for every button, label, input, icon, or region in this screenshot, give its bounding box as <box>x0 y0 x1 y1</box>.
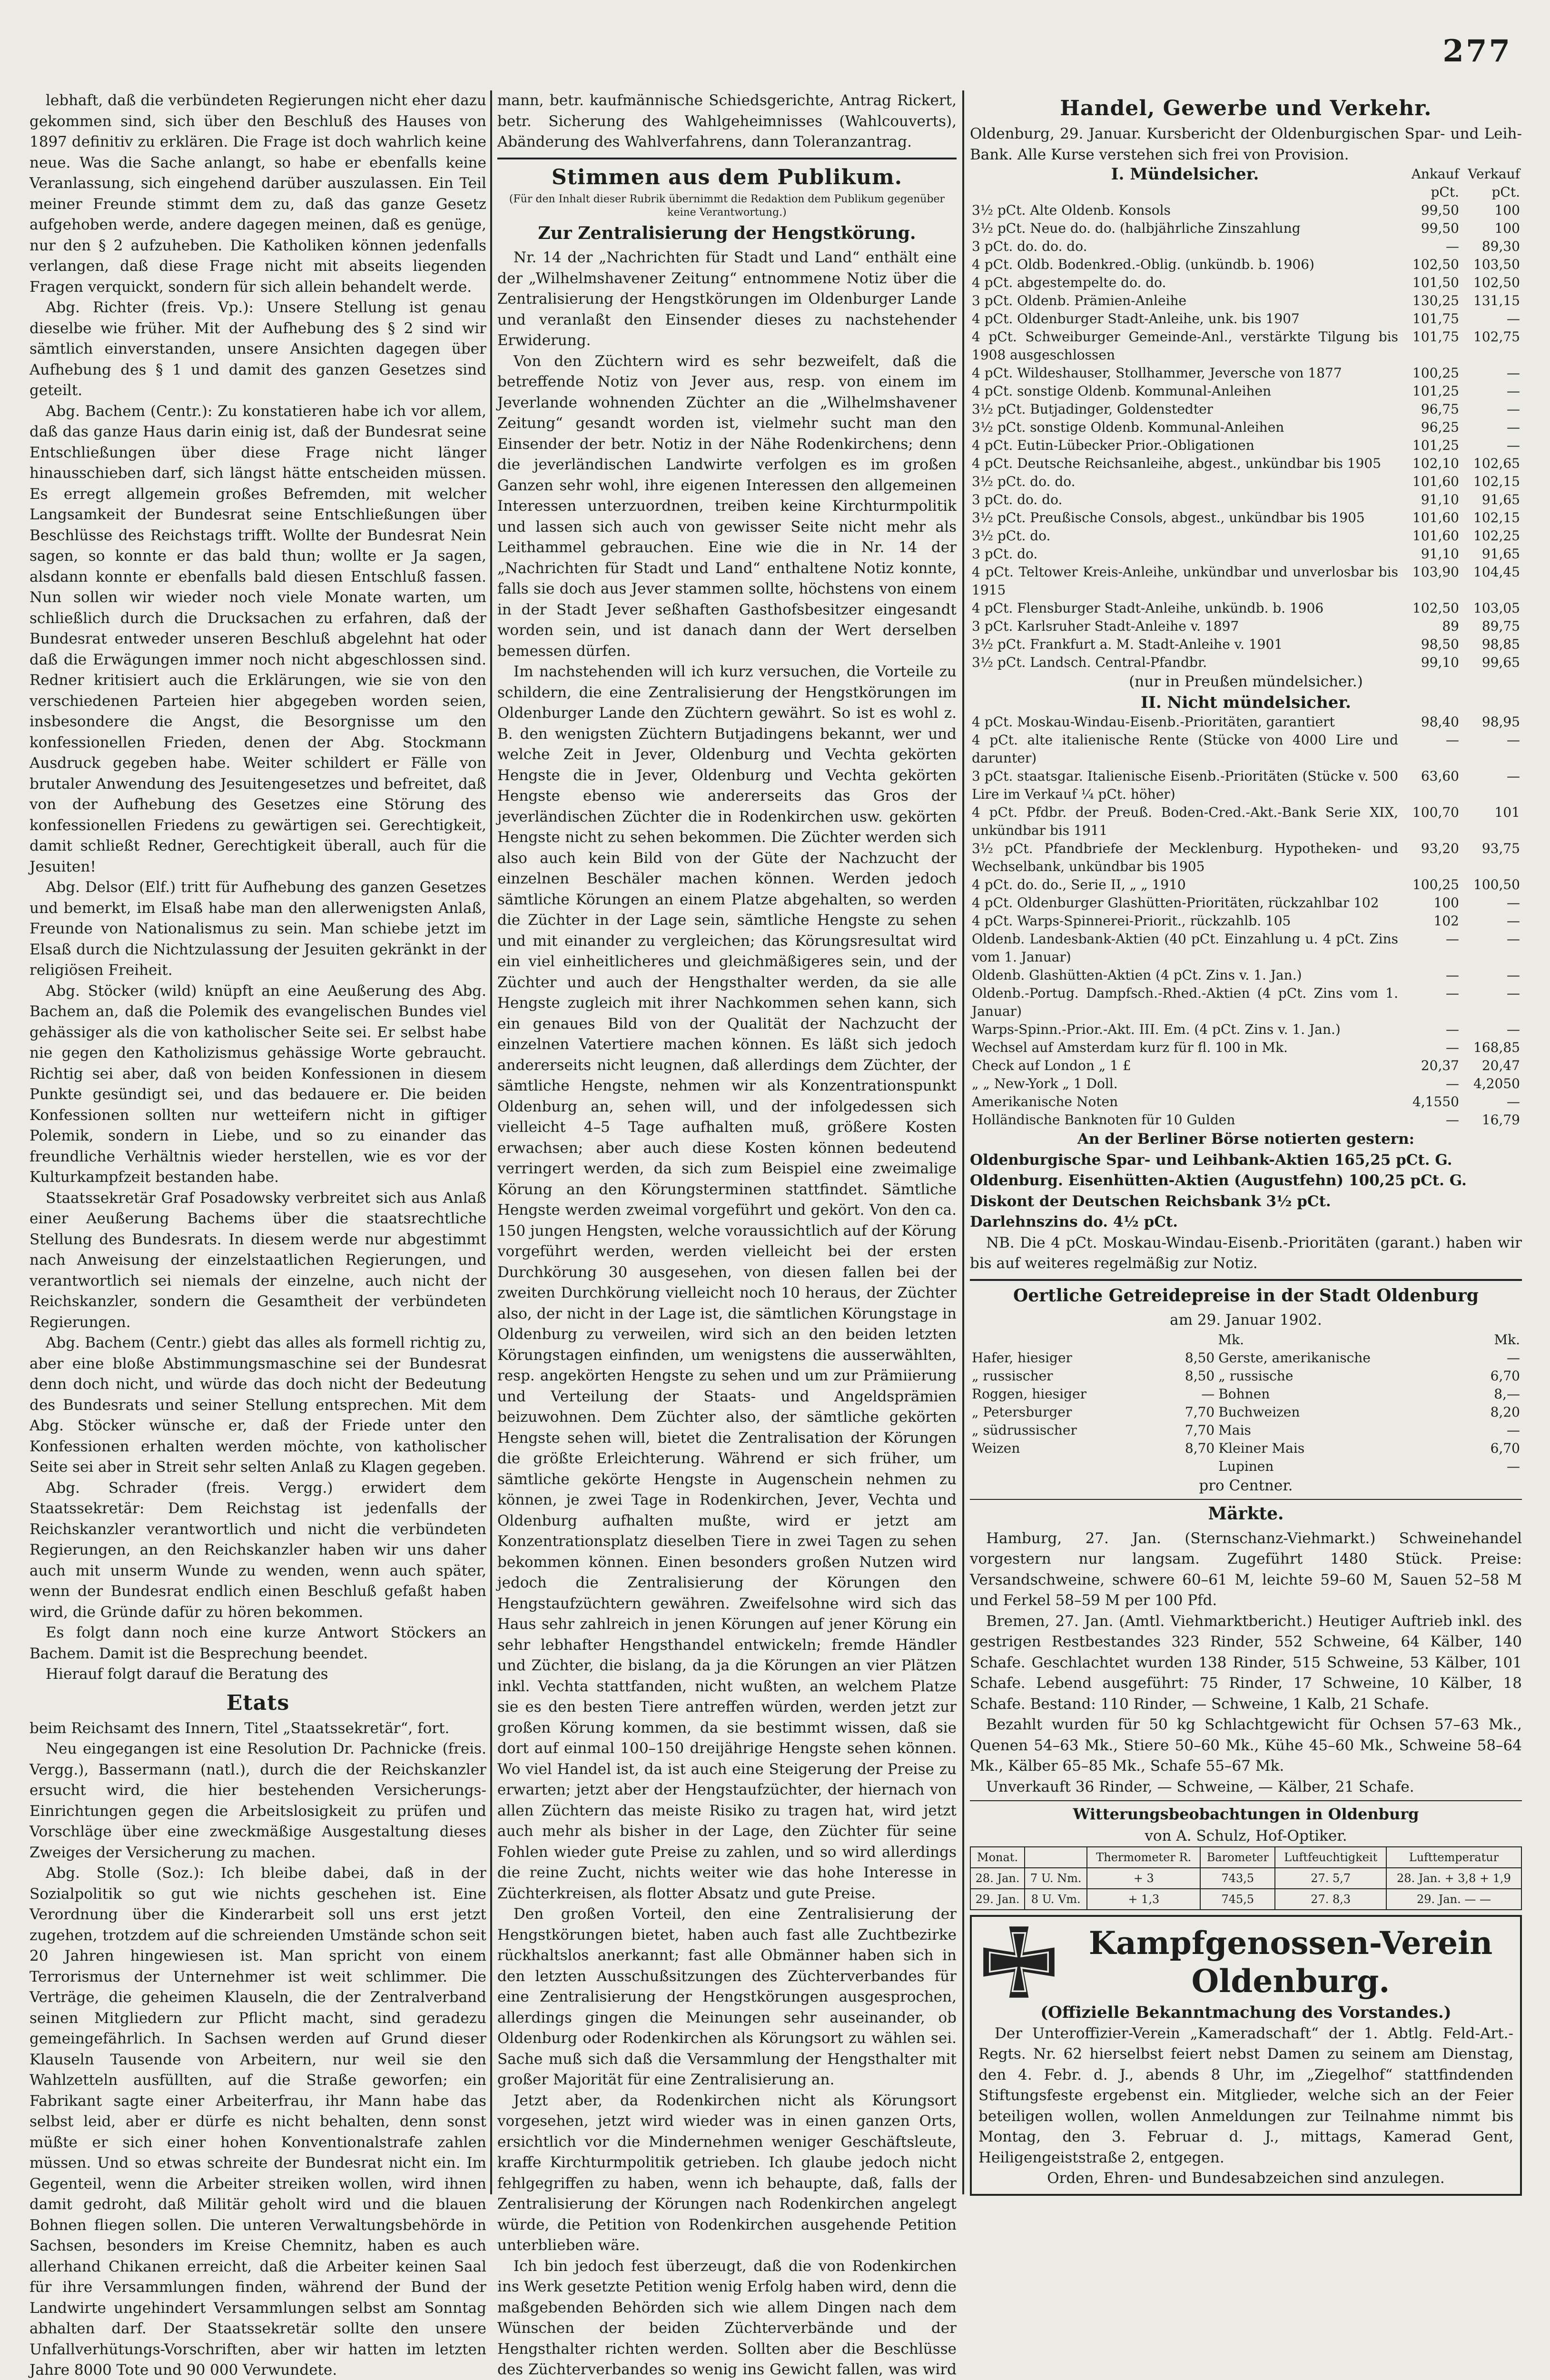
table-row <box>970 713 1522 731</box>
commerce-title: Handel, Gewerbe und Verkehr. <box>970 95 1522 122</box>
market-report: Unverkauft 36 Rinder, — Schweine, — Kälber, 21 Schafe. <box>970 1777 1522 1798</box>
table-row <box>970 1868 1521 1889</box>
grain-price: — <box>1461 1421 1522 1439</box>
ankauf-value: — <box>1400 984 1461 1021</box>
ankauf-value: — <box>1400 1111 1461 1129</box>
ankauf-value: 89 <box>1400 617 1461 635</box>
table-row <box>970 966 1522 984</box>
weather-rule <box>970 1800 1522 1801</box>
club-subtitle: (Offizielle Bekanntmachung des Vorstandes.) <box>978 2003 1513 2023</box>
paragraph: Ich bin jedoch fest überzeugt, daß die von Rodenkirchen ins Werk gesetzte Petition wenig Erfolg haben wird, denn die maßgebenden Behörden sich wie allem Dingen nach dem Wünschen der beiden Züchterverbände und der Hengsthalter richten werden. Sollten aber die Beschlüsse des Züchterverbandes so wenig ins Gewicht fallen, was wird <box>497 2256 957 2380</box>
table-cell: 8 U. Vm. <box>1025 1889 1087 1910</box>
market-report: Bezahlt wurden für 50 kg Schlachtgewicht für Ochsen 57–63 Mk., Quenen 54–63 Mk., Stiere 50–60 Mk., Kühe 45–60 Mk., Schweine 58–64 Mk., Kälber 65–85 Mk., Schafe 55–67 Mk. <box>970 1715 1522 1777</box>
club-announcement: Der Unteroffizier-Verein „Kameradschaft“ der 1. Abtlg. Feld-Art.-Regts. Nr. 62 hierselbst feiert nebst Damen zu seinem am Dienstag, den 4. Febr. d. J., abends 8 Uhr, im „Ziegelhof“ stattfindenden Stiftungsfeste ergebenst ein. Mitglieder, welche sich an der Feier beteiligen wollen, wollen Anmeldungen zur Teilnahme nimmt bis Montag, den 3. Februar d. J., mittags, Kamerad Gent, Heiligengeiststraße 2, entgegen. <box>978 2023 1513 2169</box>
ankauf-value: 101,50 <box>1400 274 1461 292</box>
verkauf-value: — <box>1461 984 1522 1021</box>
ankauf-value: 100,25 <box>1400 364 1461 382</box>
ankauf-value: 96,75 <box>1400 400 1461 418</box>
table-row <box>970 509 1522 527</box>
verkauf-value: — <box>1461 731 1522 767</box>
ankauf-value: — <box>1400 1039 1461 1057</box>
table-row <box>970 731 1522 767</box>
table-cell: 27. 5,7 <box>1275 1868 1386 1889</box>
table-row <box>970 455 1522 473</box>
ankauf-value: 103,90 <box>1400 563 1461 599</box>
verkauf-value: — <box>1461 966 1522 984</box>
verkauf-value: 20,47 <box>1461 1057 1522 1075</box>
grain-unit-left: Mk. <box>1185 1331 1246 1349</box>
grain-date: am 29. Januar 1902. <box>970 1310 1522 1331</box>
grain-name: Buchweizen <box>1216 1403 1461 1421</box>
grain-price: — <box>1155 1385 1216 1403</box>
bond-name: Check auf London „ 1 £ <box>970 1057 1400 1075</box>
ankauf-value: 101,60 <box>1400 509 1461 527</box>
table-row <box>970 654 1522 672</box>
ankauf-value: — <box>1400 731 1461 767</box>
ankauf-value: 101,60 <box>1400 527 1461 545</box>
table-row <box>970 1075 1522 1093</box>
verkauf-value: 104,45 <box>1461 563 1522 599</box>
table-cell: 29. Jan. — — <box>1386 1889 1521 1910</box>
paragraph: lebhaft, daß die verbündeten Regierungen nicht eher dazu gekommen sind, sich über den Beschluß des Hauses von 1897 definitiv zu erklären. Die Frage ist doch wahrlich keine neue. Was die Sache anlangt, so habe er ebenfalls keine Veranlassung, sich eingehend darüber auszulassen. Ein Teil meiner Freunde stimmt dem zu, daß das ganze Gesetz aufgehoben werde, andere dagegen meinen, daß es genüge, nur den § 2 aufzuheben. Die Katholiken können jedenfalls verlangen, daß diese Frage nicht mit abseits liegenden Fragen verquickt, sondern für sich allein behandelt werde. <box>30 90 486 298</box>
grain-price: 8,50 <box>1155 1349 1216 1367</box>
berlin-line-1: Oldenburgische Spar- und Leihbank-Aktien 165,25 pCt. G. <box>970 1150 1522 1171</box>
darlehn-line: Darlehnszins do. 4½ pCt. <box>970 1212 1522 1233</box>
paragraph: Nr. 14 der „Nachrichten für Stadt und Land“ enthält eine der „Wilhelmshavener Zeitung“ entnommene Notiz über die Zentralisierung der Hengstkörungen im Oldenburger Lande und veranlaßt den Einsender dieses zu nachstehender Erwiderung. <box>497 248 957 351</box>
grain-title: Oertliche Getreidepreise in der Stadt Oldenburg <box>970 1286 1522 1307</box>
section-nicht-muendelsicher: II. Nicht mündelsicher. <box>970 693 1522 714</box>
grain-price: 6,70 <box>1461 1367 1522 1385</box>
verkauf-value: 102,50 <box>1461 274 1522 292</box>
verkauf-value: — <box>1461 1093 1522 1111</box>
bond-name: 4 pCt. Schweiburger Gemeinde-Anl., verstärkte Tilgung bis 1908 ausgeschlossen <box>970 328 1400 364</box>
continued-intro: mann, betr. kaufmännische Schiedsgerichte, Antrag Rickert, betr. Sicherung des Wahlgeheimnisses (Wahlcouverts), Abänderung des Wahlverfahrens, dann Toleranzantrag. <box>497 90 957 153</box>
bond-name: 4 pCt. Moskau-Windau-Eisenb.-Prioritäten, garantiert <box>970 713 1400 731</box>
table-row <box>970 292 1522 310</box>
table-row <box>970 803 1522 840</box>
table-row <box>970 1367 1522 1385</box>
table-cell: 28. Jan. <box>970 1868 1025 1889</box>
bond-name: 4 pCt. Oldenburger Glashütten-Prioritäten, rückzahlbar 102 <box>970 894 1400 912</box>
grain-name: „ russischer <box>970 1367 1155 1385</box>
grain-unit-row <box>970 1331 1522 1349</box>
column-header <box>1025 1847 1087 1868</box>
weather-by: von A. Schulz, Hof-Optiker. <box>970 1826 1522 1847</box>
table-cell: 28. Jan. + 3,8 + 1,9 <box>1386 1868 1521 1889</box>
bond-name: 3½ pCt. Butjadinger, Goldenstedter <box>970 400 1400 418</box>
section-note: (Für den Inhalt dieser Rubrik übernimmt die Redaktion dem Publikum gegenüber keine Verantwortung.) <box>497 193 957 219</box>
table-row <box>970 1057 1522 1075</box>
table-row <box>970 328 1522 364</box>
grain-price: 8,50 <box>1155 1367 1216 1385</box>
bond-name: 3½ pCt. Landsch. Central-Pfandbr. <box>970 654 1400 672</box>
grain-price: 7,70 <box>1155 1403 1216 1421</box>
ankauf-value: 102 <box>1400 912 1461 930</box>
bond-name: 3½ pCt. Neue do. do. (halbjährliche Zinszahlung <box>970 219 1400 238</box>
ankauf-value: 99,50 <box>1400 219 1461 238</box>
table-row <box>970 545 1522 563</box>
table-cell: 29. Jan. <box>970 1889 1025 1910</box>
table-row <box>970 527 1522 545</box>
table-header-row <box>970 1847 1521 1868</box>
verkauf-value: — <box>1461 767 1522 803</box>
verkauf-value: 89,30 <box>1461 238 1522 256</box>
bond-name: 3 pCt. Oldenb. Prämien-Anleihe <box>970 292 1400 310</box>
table-row <box>970 767 1522 803</box>
bond-name: 4 pCt. abgestempelte do. do. <box>970 274 1400 292</box>
verkauf-value: 102,25 <box>1461 527 1522 545</box>
unit-ankauf: pCt. <box>1400 183 1461 201</box>
section-title: Stimmen aus dem Publikum. <box>497 164 957 191</box>
bond-table-nicht-muendelsicher <box>970 713 1522 1129</box>
markets-reports <box>970 1528 1522 1798</box>
bond-table-header <box>970 165 1522 201</box>
markets-rule <box>970 1499 1522 1500</box>
section-muendelsicher: I. Mündelsicher. <box>970 165 1400 183</box>
bond-name: 3 pCt. staatsgar. Italienische Eisenb.-Prioritäten (Stücke v. 500 Lire im Verkauf ¼ pCt. höher) <box>970 767 1400 803</box>
grain-name <box>970 1458 1155 1476</box>
weather-title: Witterungsbeobachtungen in Oldenburg <box>970 1804 1522 1825</box>
bond-name: 3½ pCt. sonstige Oldenb. Kommunal-Anleihen <box>970 418 1400 436</box>
table-row <box>970 491 1522 509</box>
bond-name: Oldenb. Landesbank-Aktien (40 pCt. Einzahlung u. 4 pCt. Zins vom 1. Januar) <box>970 930 1400 966</box>
column-header: Thermometer R. <box>1087 1847 1200 1868</box>
nb-note: NB. Die 4 pCt. Moskau-Windau-Eisenb.-Prioritäten (garant.) haben wir bis auf weiteres regelmäßig zur Notiz. <box>970 1233 1522 1274</box>
verkauf-value: 131,15 <box>1461 292 1522 310</box>
table-row <box>970 617 1522 635</box>
paragraph: Neu eingegangen ist eine Resolution Dr. Pachnicke (freis. Vergg.), Bassermann (natl.), durch die der Reichskanzler ersucht wird, die hier bestehenden Versicherungs-Einrichtungen gegen die Arbeitslosigkeit zu prüfen und Vorschläge über eine zweckmäßige Ausgestaltung dieses Zweiges der Versicherung zu machen. <box>30 1739 486 1863</box>
grain-price: 8,70 <box>1155 1439 1216 1458</box>
grain-price: — <box>1461 1458 1522 1476</box>
verkauf-value: 168,85 <box>1461 1039 1522 1057</box>
bond-name: 3½ pCt. Preußische Consols, abgest., unkündbar bis 1905 <box>970 509 1400 527</box>
column-1 <box>30 90 486 2380</box>
bond-name: 3 pCt. Karlsruher Stadt-Anleihe v. 1897 <box>970 617 1400 635</box>
bond-name: 4 pCt. do. do., Serie II, „ „ 1910 <box>970 876 1400 894</box>
bond-name: 4 pCt. Oldb. Bodenkred.-Oblig. (unkündb. b. 1906) <box>970 256 1400 274</box>
table-cell: 27. 8,3 <box>1275 1889 1386 1910</box>
verkauf-value: 103,50 <box>1461 256 1522 274</box>
berlin-heading: An der Berliner Börse notierten gestern: <box>970 1129 1522 1150</box>
grain-note: pro Centner. <box>970 1476 1522 1497</box>
ankauf-value: 96,25 <box>1400 418 1461 436</box>
markets-title: Märkte. <box>970 1504 1522 1525</box>
bond-name: Warps-Spinn.-Prior.-Akt. III. Em. (4 pCt. Zins v. 1. Jan.) <box>970 1021 1400 1039</box>
article-title-hengstkoerung: Zur Zentralisierung der Hengstkörung. <box>497 223 957 244</box>
column-header: Monat. <box>970 1847 1025 1868</box>
ankauf-value: — <box>1400 1075 1461 1093</box>
note-muendelsicher: (nur in Preußen mündelsicher.) <box>970 672 1522 693</box>
grain-name: Roggen, hiesiger <box>970 1385 1155 1403</box>
grain-name: „ südrussischer <box>970 1421 1155 1439</box>
table-cell: + 3 <box>1087 1868 1200 1889</box>
bond-name: 3 pCt. do. do. <box>970 491 1400 509</box>
bond-name: 4 pCt. Oldenburger Stadt-Anleihe, unk. bis 1907 <box>970 310 1400 328</box>
verkauf-value: — <box>1461 364 1522 382</box>
paragraph: Abg. Bachem (Centr.): Zu konstatieren habe ich vor allem, daß das ganze Haus darin einig ist, daß der Bundesrat seine Entschließungen über diese Frage nicht länger hinausschieben darf, sich längst hätte entscheiden müssen. Es erregt allgemein großes Befremden, mit welcher Langsamkeit der Bundesrat seine Entschließungen über Beschlüsse des Reichstags trifft. Wollte der Bundesrat Nein sagen, so konnte er das bald thun; wollte er Ja sagen, alsdann konnte er ebenfalls bald diesen Entschluß fassen. Nun sollen wir wieder noch viele Monate warten, um schließlich durch die Drucksachen zu erfahren, daß der Bundesrat entweder unseren Beschluß abgelehnt hat oder daß die Erwägungen immer noch nicht abgeschlossen sind. Redner kritisiert auch die Erklärungen, wie sie von den verschiedenen Parteien hier abgegeben worden seien, insbesondere die Angst, die Besorgnisse um den konfessionellen Frieden, denen der Abg. Stockmann Ausdruck gegeben habe. Weiter schildert er Fälle von brutaler Anwendung des Jesuitengesetzes und befreitet, daß von der Aufhebung des Gesetzes eine Störung des konfessionellen Friedens zu gewärtigen sei. Gerechtigkeit, damit schließt Redner, Gerechtigkeit überall, auch für die Jesuiten! <box>30 401 486 878</box>
ankauf-value: 130,25 <box>1400 292 1461 310</box>
table-row <box>970 930 1522 966</box>
verkauf-value: 98,85 <box>1461 635 1522 654</box>
ankauf-value: 100 <box>1400 894 1461 912</box>
bond-name: 3 pCt. do. do. do. <box>970 238 1400 256</box>
market-report: Hamburg, 27. Jan. (Sternschanz-Viehmarkt.) Schweinehandel vorgestern nur langsam. Zugeführt 1480 Stück. Preise: Versandschweine, schwere 60–61 M, leichte 59–60 M, Sauen 52–58 M und Ferkel 58–59 M per 100 Pfd. <box>970 1528 1522 1611</box>
verkauf-value: 103,05 <box>1461 599 1522 617</box>
verkauf-value: 16,79 <box>1461 1111 1522 1129</box>
table-row <box>970 1439 1522 1458</box>
paragraph: Den großen Vorteil, den eine Zentralisierung der Hengstkörungen bietet, haben auch fast alle Zuchtbezirke rückhaltslos anerkannt; fast alle Obmänner haben sich in den letzten Ausschußsitzungen des Züchterverbandes für eine Zentralisierung der Hengstkörungen ausgesprochen, allerdings gingen die Meinungen sehr auseinander, ob Oldenburg oder Rodenkirchen als Körungsort zu wählen sei. Sache muß sich daß die Versammlung der Hengsthalter mit großer Majorität für eine Zentralisierung an. <box>497 1904 957 2091</box>
paragraph: Abg. Schrader (freis. Vergg.) erwidert dem Staatssekretär: Dem Reichstag ist jedenfalls der Reichskanzler verantwortlich und nicht die verbündeten Regierungen, an den Reichskanzler haben wir uns daher auch mit unserm Wunde zu wenden, wenn auch später, wenn der Bundesrat endlich einen Beschluß gefaßt haben wird, die Gründe dafür zu hören bekommen. <box>30 1478 486 1623</box>
verkauf-value: 102,75 <box>1461 328 1522 364</box>
weather-table <box>970 1846 1522 1910</box>
bond-name: 4 pCt. sonstige Oldenb. Kommunal-Anleihen <box>970 382 1400 400</box>
ankauf-value: 91,10 <box>1400 545 1461 563</box>
ankauf-value: 99,10 <box>1400 654 1461 672</box>
ankauf-value: 98,40 <box>1400 713 1461 731</box>
verkauf-value: — <box>1461 894 1522 912</box>
verkauf-value: 102,15 <box>1461 509 1522 527</box>
column-2 <box>497 90 957 2380</box>
paragraph: Im nachstehenden will ich kurz versuchen, die Vorteile zu schildern, die eine Zentralisierung der Hengstkörungen im Oldenburger Lande den Züchtern gewährt. So ist es wohl z. B. den wenigsten Züchtern Butjadingens bekannt, wer und welche Zeit in Jever, Oldenburg und Vechta gekörten Hengste die in Jever, Oldenburg und Vechta gekörten Hengste ebenso wie andererseits das Gros der jeverländischen Züchter die in Rodenkirchen usw. gekörten Hengste nicht zu sehen bekommen. Die Züchter werden sich also auch kein Bild von der Güte der Nachzucht der einzelnen Beschäler machen können. Werden jedoch sämtliche Körungen an einem Platze abgehalten, so werden die Züchter in der Lage sein, sämtliche Hengste zu sehen und mit einander zu vergleichen; das Körungsresultat wird ein viel einheitlicheres und gleichmäßigeres sein, und der Züchter und auch der Hengsthalter werden, da sie alle Hengste zugleich mit ihrer Nachkommen sehen kann, sich ein genaues Bild von der Qualität der Nachzucht der einzelnen Vatertiere machen können. Es läßt sich jedoch andererseits nicht leugnen, daß allerdings dem Züchter, der sämtliche Hengste, nehmen wir als Konzentrationspunkt Oldenburg an, sehen will, und der infolgedessen sich vielleicht 4–5 Tage aufhalten muß, größere Kosten erwachsen; aber auch diese Kosten können bedeutend verringert werden, da sich zum Beispiel eine zweimalige Körung an den Körungsterminen stattfindet. Sämtliche Hengste werden zweimal vorgeführt und gekört. Von den ca. 150 jungen Hengsten, welche voraussichtlich auf der Körung vorgeführt werden, werden vielleicht bei der ersten Durchkörung 30 ausgesehen, von diesen fallen bei der zweiten Durchkörung vielleicht noch 10 heraus, der Züchter also, der nicht in der Lage ist, die sämtlichen Körungstage in Oldenburg zu verweilen, wird sich an den beiden letzten Körungstagen einfinden, um wenigstens die ausserwählten, resp. angekörten Hengste zu sehen und um zur Prämiierung und Verteilung der Staats- und Angeldsprämien beizuwohnen. Dem Züchter also, der sämtliche gekörten Hengste sehen will, bietet die Zentralisation der Körungen die größte Erleichterung. Während er sich früher, um sämtliche gekörte Hengste in Augenschein nehmen zu können, je zwei Tage in Rodenkirchen, Jever, Vechta und Oldenburg aufhalten mußte, wird er jetzt am Konzentrationsplatz dieselben Tiere in zwei Tagen zu sehen bekommen können. Einen besonders großen Nutzen wird jedoch die Zentralisierung der Körungen den Hengstaufzüchtern gewähren. Zweifelsohne wird sich das Haus sehr zahlreich in jenen Körungen auf jener Körung ein sehr lebhafter Hengsthandel entwickeln; fremde Händler und Züchter, die bislang, da ja die Körungen an vier Plätzen inkl. Vechta stattfanden, nicht wußten, an welchem Platze sie es den besten Tiere antreffen würden, werden jetzt zur großen Körung kommen, da sie bestimmt wissen, daß sie dort auf einmal 100–150 dreijährige Hengste sehen können. Wo viel Handel ist, da ist auch eine Steigerung der Preise zu erwarten; jetzt aber der Hengstaufzüchter, der hiernach von allen Züchtern das meiste Risiko zu tragen hat, wird jetzt auch mehr als bisher in der Lage, den Züchter für seine Fohlen wieder gute Preise zu zahlen, und so wird allerdings die reine Zucht, nichts weiter wie das hohe Interesse in Züchterkreisen, als flotter Absatz und gute Preise. <box>497 662 957 1904</box>
ankauf-value: 63,60 <box>1400 767 1461 803</box>
ankauf-value: 102,10 <box>1400 455 1461 473</box>
etat-line: beim Reichsamt des Innern, Titel „Staatssekretär“, fort. <box>30 1718 486 1739</box>
table-row <box>970 400 1522 418</box>
ankauf-value: 100,25 <box>1400 876 1461 894</box>
verkauf-value: — <box>1461 1021 1522 1039</box>
table-row <box>970 1349 1522 1367</box>
verkauf-value: — <box>1461 418 1522 436</box>
club-advertisement <box>970 1915 1522 2196</box>
grain-price: 8,20 <box>1461 1403 1522 1421</box>
verkauf-value: 102,65 <box>1461 455 1522 473</box>
verkauf-value: 4,2050 <box>1461 1075 1522 1093</box>
paragraph: Abg. Stöcker (wild) knüpft an eine Aeußerung des Abg. Bachem an, daß die Polemik des evangelischen Bundes viel gehässiger als die von katholischer Seite sei. Er selbst habe nie gegen den Katholizismus gehässige Worte gebraucht. Richtig sei aber, daß von beiden Konfessionen in diesem Punkte gesündigt sei, und das bedauere er. Die beiden Konfessionen sollten nur wetteifern nicht in giftiger Polemik, sondern in Liebe, und so zu einander das freundliche Verhältnis wieder herstellen, wie es vor der Kulturkampfzeit bestanden habe. <box>30 981 486 1188</box>
ankauf-value: 4,1550 <box>1400 1093 1461 1111</box>
grain-name: Mais <box>1216 1421 1461 1439</box>
article-body-hengstkoerung <box>497 248 957 2380</box>
bond-name: „ „ New-York „ 1 Doll. <box>970 1075 1400 1093</box>
paragraph: Es folgt dann noch eine kurze Antwort Stöckers an Bachem. Damit ist die Besprechung beendet. <box>30 1623 486 1664</box>
commerce-intro: Oldenburg, 29. Januar. Kursbericht der Oldenburgischen Spar- und Leih-Bank. Alle Kurse verstehen sich frei von Provision. <box>970 124 1522 165</box>
table-row <box>970 1021 1522 1039</box>
table-row <box>970 1458 1522 1476</box>
bond-name: 3 pCt. do. <box>970 545 1400 563</box>
table-row <box>970 201 1522 219</box>
ankauf-value: 101,25 <box>1400 382 1461 400</box>
verkauf-value: 91,65 <box>1461 491 1522 509</box>
table-cell: 745,5 <box>1200 1889 1275 1910</box>
table-cell: 7 U. Nm. <box>1025 1868 1087 1889</box>
table-row <box>970 364 1522 382</box>
verkauf-value: 98,95 <box>1461 713 1522 731</box>
bond-name: 3½ pCt. do. do. <box>970 473 1400 491</box>
verkauf-value: 101 <box>1461 803 1522 840</box>
table-row <box>970 1385 1522 1403</box>
bond-name: Holländische Banknoten für 10 Gulden <box>970 1111 1400 1129</box>
table-cell: 743,5 <box>1200 1868 1275 1889</box>
paragraph: Von den Züchtern wird es sehr bezweifelt, daß die betreffende Notiz von Jever aus, resp. von einem im Jeverlande wohnenden Züchter an die „Wilhelmshavener Zeitung“ gesandt worden ist, vielmehr sucht man den Einsender der betr. Notiz in der Nähe Rodenkirchens; denn die jeverländischen Landwirte verfolgen es im großen Ganzen sehr wohl, ihre eigenen Interessen den allgemeinen Interessen unterzuordnen, treiben keine Kirchturmpolitik und lassen sich auch von gewisser Seite nicht mehr als Leithammel gebrauchen. Eine wie die in Nr. 14 der „Nachrichten für Stadt und Land“ enthaltene Notiz konnte, falls sie doch aus Jever stammen sollte, höchstens von einem in der Stadt Jever seßhaften Gasthofsbesitzer eingesandt worden sein, und ist danach dann der Wert derselben bemessen dürfen. <box>497 351 957 662</box>
paragraph: Abg. Richter (freis. Vp.): Unsere Stellung ist genau dieselbe wie früher. Mit der Aufhebung des § 2 sind wir sämtlich einverstanden, unsere Ansichten dagegen über Aufhebung des § 1 und damit des ganzen Gesetzes sind geteilt. <box>30 298 486 401</box>
grain-name: Weizen <box>970 1439 1155 1458</box>
paragraph: Hierauf folgt darauf die Beratung des <box>30 1664 486 1685</box>
iron-cross-icon <box>978 1922 1059 2003</box>
verkauf-value: 93,75 <box>1461 840 1522 876</box>
table-row <box>970 1889 1521 1910</box>
verkauf-value: 100 <box>1461 219 1522 238</box>
table-row <box>970 382 1522 400</box>
table-row <box>970 599 1522 617</box>
section-rule <box>497 158 957 159</box>
column-3 <box>970 90 1522 2196</box>
grain-name: Gerste, amerikanische <box>1216 1349 1461 1367</box>
table-row <box>970 1039 1522 1057</box>
table-row <box>970 1421 1522 1439</box>
ankauf-value: 100,70 <box>1400 803 1461 840</box>
table-cell: + 1,3 <box>1087 1889 1200 1910</box>
table-row <box>970 473 1522 491</box>
grain-price: — <box>1461 1349 1522 1367</box>
grain-name: „ russische <box>1216 1367 1461 1385</box>
ankauf-value: 98,50 <box>1400 635 1461 654</box>
verkauf-value: 100 <box>1461 201 1522 219</box>
paragraph: Jetzt aber, da Rodenkirchen nicht als Körungsort vorgesehen, jetzt wird wieder was in einen ganzen Orts, ersichtlich vor die Mindernehmen weniger Geschäftsleute, kraffe Kirchturmpolitik getrieben. Ich glaube jedoch nicht fehlgegriffen zu haben, wenn ich behaupte, daß, falls der Zentralisierung der Körungen nach Rodenkirchen angelegt würde, die Petition von Rodenkirchen ausgehende Petition unterblieben wäre. <box>497 2091 957 2256</box>
verkauf-value: — <box>1461 400 1522 418</box>
market-report: Bremen, 27. Jan. (Amtl. Viehmarktbericht.) Heutiger Auftrieb inkl. des gestrigen Restbestandes 323 Rinder, 552 Schweine, 64 Kälber, 140 Schafe. Geschlachtet wurden 138 Rinder, 515 Schweine, 53 Kälber, 101 Schafe. Lebend ausgeführt: 75 Rinder, 17 Schweine, 10 Kälber, 18 Schafe. Bestand: 110 Rinder, — Schweine, 1 Kalb, 21 Schafe. <box>970 1611 1522 1715</box>
paragraph: Staatssekretär Graf Posadowsky verbreitet sich aus Anlaß einer Aeußerung Bachems über die staatsrechtliche Stellung des Bundesrats. In diesem werde nur abgestimmt nach Anweisung der einzelstaatlichen Regierungen, und verantwortlich sei niemals der einzelne, auch nicht der Reichskanzler, sondern die Gesamtheit der verbündeten Regierungen. <box>30 1188 486 1333</box>
verkauf-value: — <box>1461 912 1522 930</box>
ankauf-value: 91,10 <box>1400 491 1461 509</box>
table-row <box>970 256 1522 274</box>
table-row <box>970 310 1522 328</box>
bond-name: 4 pCt. Teltower Kreis-Anleihe, unkündbar und unverlosbar bis 1915 <box>970 563 1400 599</box>
grain-price: 6,70 <box>1461 1439 1522 1458</box>
bond-name: Oldenb.-Portug. Dampfsch.-Rhed.-Aktien (4 pCt. Zins vom 1. Januar) <box>970 984 1400 1021</box>
grain-unit-right: Mk. <box>1461 1331 1522 1349</box>
verkauf-value: 100,50 <box>1461 876 1522 894</box>
table-row <box>970 894 1522 912</box>
grain-price <box>1155 1458 1216 1476</box>
bond-name: 3½ pCt. Pfandbriefe der Mecklenburg. Hypotheken- und Wechselbank, unkündbar bis 1905 <box>970 840 1400 876</box>
club-footer: Orden, Ehren- und Bundesabzeichen sind anzulegen. <box>978 2168 1513 2189</box>
column-rule-2 <box>962 90 964 2194</box>
column-header: Barometer <box>1200 1847 1275 1868</box>
column-rule-1 <box>490 90 492 2194</box>
grain-name: Bohnen <box>1216 1385 1461 1403</box>
ankauf-value: 101,60 <box>1400 473 1461 491</box>
bond-name: 4 pCt. Eutin-Lübecker Prior.-Obligationen <box>970 436 1400 455</box>
grain-name: Lupinen <box>1216 1458 1461 1476</box>
table-row <box>970 984 1522 1021</box>
reichstag-report <box>30 90 486 1685</box>
table-row <box>970 219 1522 238</box>
verkauf-value: — <box>1461 382 1522 400</box>
ankauf-value: 102,50 <box>1400 599 1461 617</box>
ankauf-value: 93,20 <box>1400 840 1461 876</box>
col-verkauf: Verkauf <box>1461 165 1522 183</box>
verkauf-value: — <box>1461 930 1522 966</box>
paragraph: Abg. Stolle (Soz.): Ich bleibe dabei, daß in der Sozialpolitik so gut wie nichts geschehen ist. Eine Verordnung über die Kinderarbeit soll uns erst jetzt zugehen, trotzdem auf die schreienden Umstände schon seit 20 Jahren hingewiesen ist. Man spricht von einem Terrorismus der Unternehmer ist weit schlimmer. Die Verträge, die geheimen Klauseln, die der Zentralverband seinen Mitgliedern zur Pflicht macht, sind geradezu gemeingefährlich. In Sachsen werden auf Grund dieser Klauseln Tausende von Arbeitern, nur weil sie den Wahlzetteln ausfüllten, auf die Straße geworfen; ein Fabrikant sagte einer Arbeiterfrau, ihr Mann habe das selbst leid, aber er dürfe es nicht behalten, denn sonst müßte er sich einer hohen Konventionalstrafe zahlen müssen. Und so etwas schreite der Bundesrat nicht ein. Im Gegenteil, wenn die Arbeiter streiken wollen, wird ihnen damit gedroht, daß Militär geholt wird und die blauen Bohnen fliegen sollen. Die unteren Verwaltungsbehörde in Sachsen, besonders im Kreise Chemnitz, haben es auch allerhand Chikanen erreicht, daß die Arbeiter keinen Saal für ihre Versammlungen finden, während der Bund der Landwirte ungehindert Versammlungen selbst am Sonntag abhalten darf. Der Staatssekretär sollte den unsere Unfallverhütungs-Vorschriften, aber wir hatten im letzten Jahre 8000 Tote und 90 000 Verwundete. <box>30 1863 486 2380</box>
table-row <box>970 912 1522 930</box>
column-header: Luftfeuchtigkeit <box>1275 1847 1386 1868</box>
paragraph: Abg. Bachem (Centr.) giebt das alles als formell richtig zu, aber eine bloße Abstimmungsmaschine sei der Bundesrat denn doch nicht, und würde das doch nicht der Bedeutung des Bundesrats und seiner Stellung entsprechen. Mit dem Abg. Stöcker wünsche er, daß der Friede unter den Konfessionen erhalten werden möchte, von katholischer Seite sei aber in Streit sehr selten Anlaß zu Klagen gegeben. <box>30 1333 486 1478</box>
etat-heading: Etats <box>30 1690 486 1716</box>
ankauf-value: 101,75 <box>1400 328 1461 364</box>
table-row <box>970 238 1522 256</box>
grain-price: 7,70 <box>1155 1421 1216 1439</box>
paragraph: Abg. Delsor (Elf.) tritt für Aufhebung des ganzen Gesetzes und bemerkt, im Elsaß habe man den allerwenigsten Anlaß, Freunde von Nationalismus zu sein. Man schiebe jetzt im Elsaß durch die Nichtzulassung der Jesuiten gekränkt in der religiösen Freiheit. <box>30 877 486 981</box>
bond-name: 4 pCt. Pfdbr. der Preuß. Boden-Cred.-Akt.-Bank Serie XIX, unkündbar bis 1911 <box>970 803 1400 840</box>
reichstag-report-continued <box>30 1739 486 2380</box>
ankauf-value: — <box>1400 238 1461 256</box>
grain-name: „ Petersburger <box>970 1403 1155 1421</box>
bond-table-muendelsicher <box>970 201 1522 672</box>
ankauf-value: — <box>1400 1021 1461 1039</box>
club-title: Kampfgenossen-Verein Oldenburg. <box>1068 1924 1513 2000</box>
column-header: Lufttemperatur <box>1386 1847 1521 1868</box>
table-row <box>970 1093 1522 1111</box>
ankauf-value: 101,25 <box>1400 436 1461 455</box>
bond-name: 3½ pCt. Frankfurt a. M. Stadt-Anleihe v. 1901 <box>970 635 1400 654</box>
verkauf-value: 99,65 <box>1461 654 1522 672</box>
col-ankauf: Ankauf <box>1400 165 1461 183</box>
verkauf-value: 89,75 <box>1461 617 1522 635</box>
bond-name: Wechsel auf Amsterdam kurz für fl. 100 in Mk. <box>970 1039 1400 1057</box>
bond-name: 3½ pCt. do. <box>970 527 1400 545</box>
ankauf-value: 20,37 <box>1400 1057 1461 1075</box>
table-row <box>970 840 1522 876</box>
bond-name: Oldenb. Glashütten-Aktien (4 pCt. Zins v. 1. Jan.) <box>970 966 1400 984</box>
table-row <box>970 418 1522 436</box>
ankauf-value: 102,50 <box>1400 256 1461 274</box>
grain-price: 8,— <box>1461 1385 1522 1403</box>
verkauf-value: — <box>1461 310 1522 328</box>
grain-name: Kleiner Mais <box>1216 1439 1461 1458</box>
page-number: 277 <box>1442 33 1512 69</box>
table-row <box>970 876 1522 894</box>
bond-name: 3½ pCt. Alte Oldenb. Konsols <box>970 201 1400 219</box>
ankauf-value: 101,75 <box>1400 310 1461 328</box>
table-row <box>970 1111 1522 1129</box>
bond-name: Amerikanische Noten <box>970 1093 1400 1111</box>
ankauf-value: — <box>1400 930 1461 966</box>
verkauf-value: 91,65 <box>1461 545 1522 563</box>
ankauf-value: — <box>1400 966 1461 984</box>
bond-name: 4 pCt. Deutsche Reichsanleihe, abgest., unkündbar bis 1905 <box>970 455 1400 473</box>
verkauf-value: 102,15 <box>1461 473 1522 491</box>
verkauf-value: — <box>1461 436 1522 455</box>
unit-verkauf: pCt. <box>1461 183 1522 201</box>
table-row <box>970 1403 1522 1421</box>
table-row <box>970 274 1522 292</box>
diskont-line: Diskont der Deutschen Reichsbank 3½ pCt. <box>970 1191 1522 1212</box>
table-row <box>970 436 1522 455</box>
grain-price-table <box>970 1349 1522 1476</box>
ankauf-value: 99,50 <box>1400 201 1461 219</box>
grain-rule <box>970 1279 1522 1281</box>
grain-name: Hafer, hiesiger <box>970 1349 1155 1367</box>
berlin-line-2: Oldenburg. Eisenhütten-Aktien (Augustfehn) 100,25 pCt. G. <box>970 1170 1522 1191</box>
bond-name: 4 pCt. alte italienische Rente (Stücke von 4000 Lire und darunter) <box>970 731 1400 767</box>
bond-name: 4 pCt. Warps-Spinnerei-Priorit., rückzahlb. 105 <box>970 912 1400 930</box>
table-row <box>970 563 1522 599</box>
table-row <box>970 635 1522 654</box>
bond-name: 4 pCt. Wildeshauser, Stollhammer, Jeversche von 1877 <box>970 364 1400 382</box>
bond-name: 4 pCt. Flensburger Stadt-Anleihe, unkündb. b. 1906 <box>970 599 1400 617</box>
